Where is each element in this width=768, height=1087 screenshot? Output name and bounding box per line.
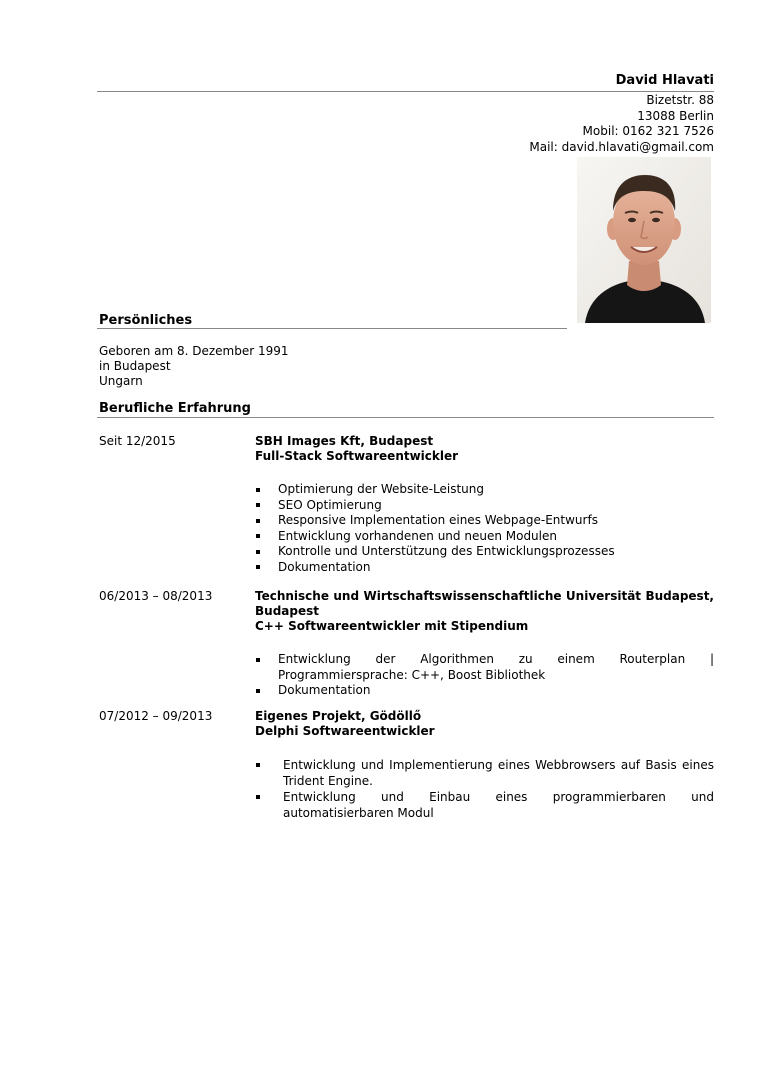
birth-country: Ungarn <box>99 374 143 388</box>
list-item <box>255 560 714 576</box>
cv-header <box>97 72 714 155</box>
task-text: Entwicklung der Algorithmen zu einem Routerplan | Programmiersprache: C++, Boost Bibliothek <box>278 652 714 682</box>
address-street: Bizetstr. 88 <box>646 93 714 107</box>
list-item <box>255 757 714 789</box>
list-item <box>255 529 714 545</box>
task-text: Entwicklung und Einbau eines programmierbaren und automatisierbaren Modul <box>283 790 714 820</box>
task-text: Dokumentation <box>278 683 371 697</box>
bullet-icon <box>256 795 260 799</box>
task-text: Dokumentation <box>278 559 371 574</box>
entry-body <box>255 434 714 575</box>
section-divider-experience <box>97 417 714 418</box>
birth-place: in Budapest <box>99 359 171 373</box>
section-title-personal: Persönliches <box>99 313 193 328</box>
section-divider-personal <box>97 328 567 329</box>
task-text: SEO Optimierung <box>278 497 382 512</box>
personal-details <box>99 344 289 389</box>
entry-date: 07/2012 – 09/2013 <box>99 709 213 723</box>
address-city: 13088 Berlin <box>637 108 714 123</box>
task-text: Optimierung der Website-Leistung <box>278 482 484 496</box>
bullet-icon <box>256 534 260 538</box>
list-item <box>255 498 714 514</box>
entry-body <box>255 589 714 699</box>
entry-tasks <box>255 482 714 575</box>
list-item <box>255 513 714 529</box>
bullet-icon <box>256 488 260 492</box>
entry-tasks <box>255 757 714 821</box>
bullet-icon <box>256 519 260 523</box>
applicant-name: David Hlavati <box>615 73 714 88</box>
entry-employer: SBH Images Kft, Budapest <box>255 434 434 448</box>
list-item <box>255 789 714 821</box>
task-text: Kontrolle und Unterstützung des Entwicklungsprozesses <box>278 544 615 558</box>
bullet-icon <box>256 565 260 569</box>
task-text: Entwicklung und Implementierung eines Webbrowsers auf Basis eines Trident Engine. <box>283 758 714 788</box>
birth-date: Geboren am 8. Dezember 1991 <box>99 344 289 358</box>
bullet-icon <box>256 550 260 554</box>
list-item <box>255 544 714 560</box>
header-divider <box>97 91 714 92</box>
list-item <box>255 683 714 699</box>
entry-employer: Technische und Wirtschaftswissenschaftliche Universität Budapest, Budapest <box>255 589 714 618</box>
list-item <box>255 482 714 498</box>
list-item <box>255 652 714 683</box>
bullet-icon <box>256 503 260 507</box>
portrait-illustration <box>577 157 711 323</box>
bullet-icon <box>256 763 260 767</box>
entry-role: Full-Stack Softwareentwickler <box>255 449 459 463</box>
section-title-experience: Berufliche Erfahrung <box>99 401 251 416</box>
bullet-icon <box>256 658 260 662</box>
email-address: Mail: david.hlavati@gmail.com <box>529 139 714 154</box>
contact-block <box>97 93 714 155</box>
bullet-icon <box>256 689 260 693</box>
task-text: Responsive Implementation eines Webpage-Entwurfs <box>278 513 598 527</box>
entry-tasks <box>255 652 714 699</box>
entry-role: C++ Softwareentwickler mit Stipendium <box>255 619 529 633</box>
mobile-number: Mobil: 0162 321 7526 <box>582 124 714 138</box>
entry-date: 06/2013 – 08/2013 <box>99 589 213 603</box>
applicant-photo <box>577 157 711 323</box>
entry-employer: Eigenes Projekt, Gödöllő <box>255 709 422 723</box>
entry-body <box>255 709 714 821</box>
entry-date: Seit 12/2015 <box>99 434 176 448</box>
entry-role: Delphi Softwareentwickler <box>255 724 435 738</box>
task-text: Entwicklung vorhandenen und neuen Modulen <box>278 528 557 543</box>
